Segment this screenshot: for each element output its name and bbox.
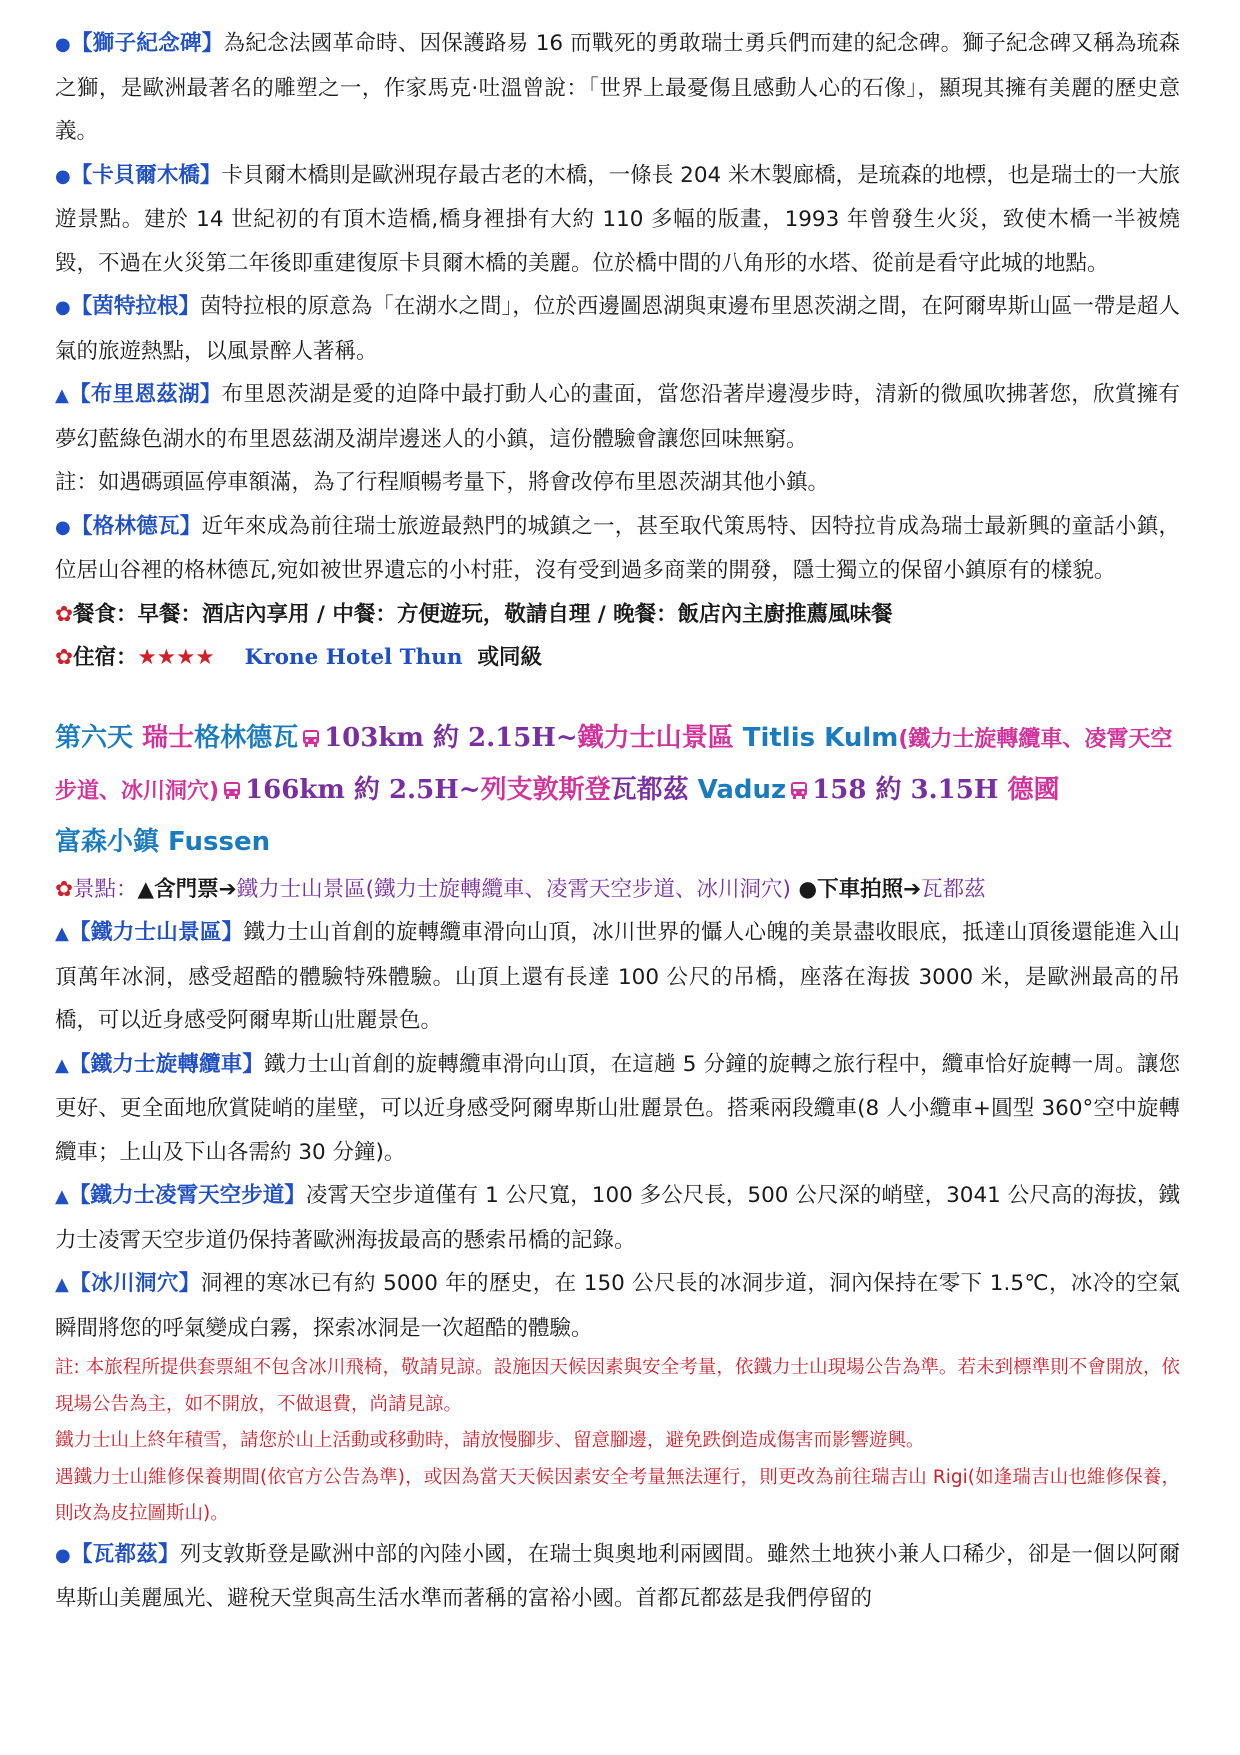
document-page — [55, 22, 1180, 1621]
paragraph-grindelwald — [55, 505, 1180, 593]
paragraph-interlaken — [55, 285, 1180, 373]
bus-icon — [301, 729, 321, 748]
note-parking: 註：如遇碼頭區停車額滿，為了行程順暢考量下，將會改停布里恩茨湖其他小鎮。 — [55, 470, 830, 495]
paragraph-chapel-bridge — [55, 154, 1180, 286]
country-germany: 德國 — [1007, 774, 1060, 805]
day6-heading — [55, 713, 1180, 868]
bus-icon — [222, 781, 242, 800]
section-text: 洞裡的寒冰已有約 5000 年的歷史，在 150 公尺長的冰洞步道，洞內保持在零下 1.5℃，冰冷的空氣瞬間將您的呼氣變成白霧，探索冰洞是一次超酷的體驗。 — [55, 1271, 1180, 1341]
titlis-area: 鐵力士山景區 — [577, 722, 743, 753]
section-title: 【格林德瓦】 — [70, 513, 202, 539]
section-text: 列支敦斯登是歐洲中部的內陸小國，在瑞士與奧地利兩國間。雖然土地狹小兼人口稀少，卻是一個以阿爾卑斯山美麗風光、避稅天堂與高生活水準而著稱的富裕小國。首都瓦都茲是我們停留的 — [55, 1541, 1180, 1611]
section-title: 【卡貝爾木橋】 — [70, 162, 222, 188]
red-note: 遇鐵力士山維修保養期間(依官方公告為準)，或因為當天天候因素安全考量無法運行，則更改為前往瑞吉山 Rigi(如逢瑞吉山也維修保養，則改為皮拉圖斯山)。 — [55, 1466, 1180, 1524]
section-title: 【鐵力士凌霄天空步道】 — [68, 1183, 306, 1208]
sights-ticket: ▲含門票 — [137, 876, 219, 902]
country-swiss: 瑞士 — [142, 722, 195, 753]
arrow-right-icon: ➔ — [218, 876, 237, 902]
paragraph-glacier-cave — [55, 1262, 1180, 1350]
section-title: 【瓦都茲】 — [70, 1541, 180, 1567]
paragraph-vaduz — [55, 1533, 1180, 1621]
bullet-triangle-icon: ▲ — [55, 1186, 69, 1207]
distance-2: 166km 約 2.5H~ — [245, 774, 481, 805]
distance-3: 158 約 3.15H — [812, 774, 1008, 805]
bullet-dot-icon: ● — [55, 1544, 71, 1566]
section-title: 【鐵力士旋轉纜車】 — [69, 1051, 265, 1077]
flower-icon: ✿ — [55, 876, 74, 902]
meals-text: 餐食：早餐：酒店內享用 / 中餐：方便遊玩，敬請自理 / 晚餐：飯店內主廚推薦風味餐 — [73, 601, 893, 627]
paragraph-titlis-area — [55, 911, 1180, 1043]
section-text: 為紀念法國革命時、因保護路易 16 而戰死的勇敢瑞士勇兵們而建的紀念碑。獅子紀念碑又稱為琉森之獅，是歐洲最著名的雕塑之一，作家馬克·吐溫曾說：「世界上最憂傷且感動人心的石像」，顯現其擁有美麗的歷史意義。 — [55, 31, 1180, 144]
sights-line — [55, 868, 1180, 912]
hotel-name: Krone Hotel Thun — [244, 645, 463, 670]
arrow-right-icon: ➔ — [903, 876, 922, 902]
country-liechtenstein: 列支敦斯登 — [480, 774, 611, 805]
bullet-dot-icon: ● — [55, 516, 71, 538]
section-text: 凌霄天空步道僅有 1 公尺寬，100 多公尺長，500 公尺深的峭壁，3041 公尺高的海拔，鐵力士凌霄天空步道仍保持著歐洲海拔最高的懸索吊橋的記錄。 — [55, 1183, 1180, 1253]
sights-label: 景點： — [73, 876, 138, 902]
section-text: 卡貝爾木橋則是歐洲現存最古老的木橋，一條長 204 米木製廊橋，是琉森的地標，也是瑞士的一大旅遊景點。建於 14 世紀初的有頂木造橋,橋身裡掛有大約 110 多幅的版畫，1993 年曾發生火災，致使木橋一半被燒毀，不過在火災第二年後即重建復原卡貝爾木橋的美麗。位於橋中間的八角形的水塔、從前是看守此城的地點。 — [55, 162, 1180, 276]
stay-line — [55, 636, 1180, 680]
section-title: 【冰川洞穴】 — [69, 1271, 201, 1296]
flower-icon: ✿ — [55, 601, 74, 627]
distance-1: 103km 約 2.15H~ — [324, 722, 578, 753]
section-text: 鐵力士山首創的旋轉纜車滑向山頂，在這趟 5 分鐘的旋轉之旅行程中，纜車恰好旋轉一周。讓您更好、更全面地欣賞陡峭的崖壁，可以近身感受阿爾卑斯山壯麗景色。搭乘兩段纜車(8 人小纜車+圓型 360°空中旋轉纜車；上山及下山各需約 30 分鐘)。 — [55, 1051, 1180, 1165]
bullet-dot-icon: ● — [55, 165, 71, 187]
bullet-dot-icon: ● — [55, 34, 71, 55]
section-text: 近年來成為前往瑞士旅遊最熱門的城鎮之一，甚至取代策馬特、因特拉肯成為瑞士最新興的童話小鎮，位居山谷裡的格林德瓦,宛如被世界遺忘的小村莊，沒有受到過多商業的開發，隱士獨立的保留小鎮原有的樣貌。 — [55, 513, 1180, 583]
red-note: 註: 本旅程所提供套票組不包含冰川飛椅，敬請見諒。設施因天候因素與安全考量，依鐵力士山現場公告為準。若未到標準則不會開放，依現場公告為主，如不開放，不做退費，尚請見諒。 — [55, 1357, 1180, 1415]
section-text: 鐵力士山首創的旋轉纜車滑向山頂，冰川世界的懾人心魄的美景盡收眼底，抵達山頂後還能進入山頂萬年冰洞，感受超酷的體驗特殊體驗。山頂上還有長達 100 公尺的吊橋，座落在海拔 3000 米，是歐洲最高的吊橋，可以近身感受阿爾卑斯山壯麗景色。 — [55, 920, 1180, 1033]
bullet-triangle-icon: ▲ — [55, 1054, 70, 1076]
city-vaduz: 瓦都茲 — [610, 774, 698, 805]
vaduz-en: Vaduz — [697, 774, 787, 805]
sights-photo: ●下車拍照 — [790, 876, 904, 902]
meals-line — [55, 593, 1180, 637]
star-rating: ★★★★ — [137, 645, 215, 670]
flower-icon: ✿ — [55, 645, 74, 670]
paragraph-brienz-lake — [55, 373, 1180, 461]
paragraph-cliff-walk — [55, 1174, 1180, 1262]
red-note: 鐵力士山上終年積雪，請您於山上活動或移動時，請放慢腳步、留意腳邊，避免跌倒造成傷害而影響遊興。 — [55, 1430, 925, 1451]
bullet-triangle-icon: ▲ — [55, 1274, 70, 1295]
bullet-triangle-icon: ▲ — [55, 385, 70, 406]
city-fussen: 富森小鎮 Fussen — [55, 826, 271, 857]
sights-vaduz: 瓦都茲 — [921, 876, 986, 902]
section-text: 布里恩茨湖是愛的迫降中最打動人心的畫面，當您沿著岸邊漫步時，清新的微風吹拂著您，欣賞擁有夢幻藍綠色湖水的布里恩茲湖及湖岸邊迷人的小鎮，這份體驗會讓您回味無窮。 — [55, 382, 1180, 452]
bullet-triangle-icon: ▲ — [55, 923, 70, 944]
section-title: 【獅子紀念碑】 — [71, 31, 224, 56]
section-title: 【茵特拉根】 — [70, 294, 200, 319]
titlis-detail: (鐵力士旋轉纜車、凌霄天空步道、冰川洞穴) — [55, 726, 1173, 804]
titlis-kulm: Titlis Kulm — [742, 722, 899, 753]
paragraph-lion-monument — [55, 22, 1180, 154]
section-title: 【布里恩茲湖】 — [69, 382, 222, 407]
sights-titlis: 鐵力士山景區(鐵力士旋轉纜車、凌霄天空步道、冰川洞穴) — [236, 876, 791, 902]
city-grindelwald: 格林德瓦 — [194, 722, 299, 753]
day-label: 第六天 — [55, 722, 143, 753]
section-title: 【鐵力士山景區】 — [69, 920, 244, 945]
paragraph-rotair — [55, 1043, 1180, 1175]
stay-suffix: 或同級 — [477, 645, 543, 670]
bus-icon — [789, 781, 809, 800]
stay-label: 住宿： — [73, 645, 138, 670]
bullet-dot-icon: ● — [55, 297, 71, 318]
section-text: 茵特拉根的原意為「在湖水之間」，位於西邊圖恩湖與東邊布里恩茨湖之間，在阿爾卑斯山區一帶是超人氣的旅遊熱點，以風景醉人著稱。 — [55, 294, 1180, 364]
